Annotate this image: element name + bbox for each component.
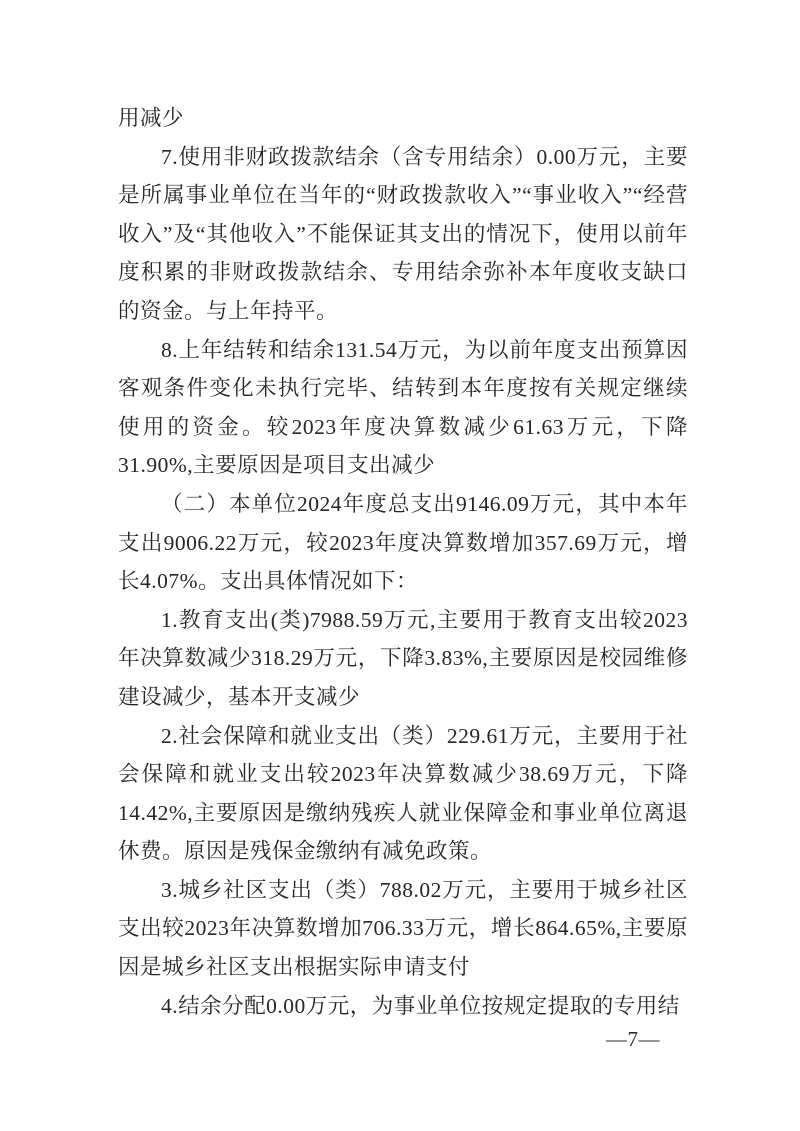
paragraph-item-4-surplus-distribution: 4.结余分配0.00万元，为事业单位按规定提取的专用结: [161, 993, 680, 1018]
paragraph-item-1-education-expenditure: 1.教育支出(类)7988.59万元,主要用于教育支出较2023年决算数减少318.29万元，下降3.83%,主要原因是校园维修建设减少，基本开支减少: [118, 607, 688, 709]
paragraph-section-2-total-expenditure: （二）本单位2024年度总支出9146.09万元，其中本年支出9006.22万元，较2023年度决算数增加357.69万元，增长4.07%。支出具体情况如下：: [118, 491, 688, 594]
paragraph-continuation: 用减少: [118, 106, 185, 130]
paragraph-item-8-prior-year-carryover: 8.上年结转和结余131.54万元，为以前年度支出预算因客观条件变化未执行完毕、结转到本年度按有关规定继续使用的资金。较2023年度决算数减少61.63万元，下降31.90%,主要原因是项目支出减少: [118, 337, 688, 478]
paragraph-item-2-social-security-expenditure: 2.社会保障和就业支出（类）229.61万元，主要用于社会保障和就业支出较2023年决算数减少38.69万元，下降14.42%,主要原因是缴纳残疾人就业保障金和事业单位离退休费。原因是残保金缴纳有减免政策。: [118, 723, 688, 864]
page-number: —7—: [606, 1027, 660, 1051]
paragraph-item-3-urban-rural-community-expenditure: 3.城乡社区支出（类）788.02万元，主要用于城乡社区支出较2023年决算数增加706.33万元，增长864.65%,主要原因是城乡社区支出根据实际申请支付: [118, 877, 688, 980]
body-text: [118, 99, 688, 1025]
paragraph-item-7-nonfiscal-carryover: 7.使用非财政拨款结余（含专用结余）0.00万元，主要是所属事业单位在当年的“财政拨款收入”“事业收入”“经营收入”及“其他收入”不能保证其支出的情况下，使用以前年度积累的非财政拨款结余、专用结余弥补本年度收支缺口的资金。与上年持平。: [118, 144, 688, 323]
